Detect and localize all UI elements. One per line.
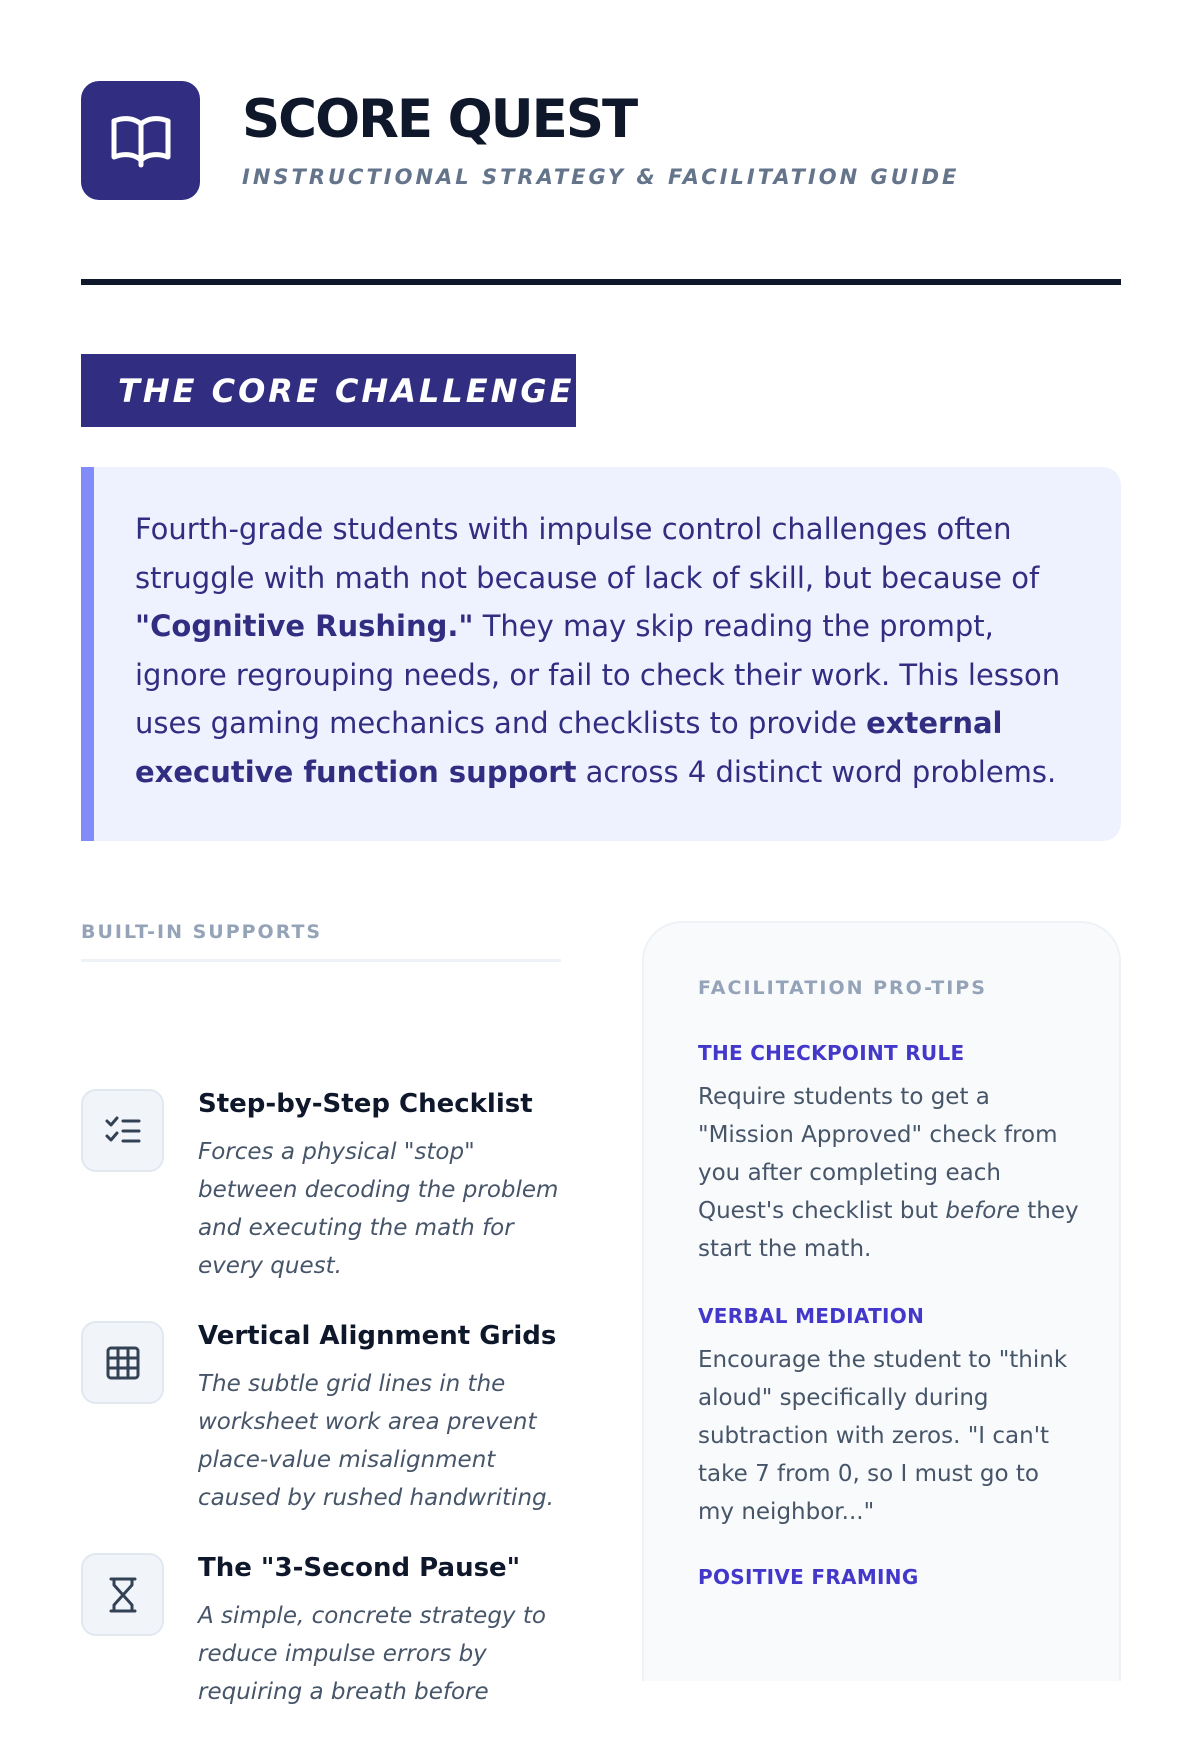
supports-section xyxy=(81,921,561,1705)
support-title: The "3-Second Pause" xyxy=(198,1553,521,1583)
support-item xyxy=(81,1089,561,1289)
support-title: Step-by-Step Checklist xyxy=(198,1089,533,1119)
supports-heading: BUILT-IN SUPPORTS xyxy=(81,921,561,962)
page-header xyxy=(81,81,1121,200)
tip-body: Encourage the student to "think aloud" specifically during subtraction with zeros. "I can't take 7 from 0, so I must go to my neighbor..." xyxy=(698,1347,1068,1525)
section-heading: THE CORE CHALLENGE xyxy=(81,354,576,427)
tip-item xyxy=(698,1565,1079,1589)
support-description: Forces a physical "stop" between decoding the problem and executing the math for every quest. xyxy=(198,1139,559,1279)
tip-title: POSITIVE FRAMING xyxy=(698,1565,919,1589)
support-item xyxy=(81,1321,561,1521)
tip-item xyxy=(698,1041,1079,1268)
support-title: Vertical Alignment Grids xyxy=(198,1321,557,1351)
support-item xyxy=(81,1553,561,1753)
pro-tips-panel xyxy=(642,921,1121,1681)
tip-body: Require students to get a "Mission Approved" check from you after completing each Quest's checklist but before they start the math. xyxy=(698,1084,1079,1262)
challenge-callout xyxy=(81,467,1121,841)
tip-item xyxy=(698,1304,1079,1531)
challenge-text: Fourth-grade students with impulse control challenges often struggle with math not because of lack of skill, but because of "Cognitive Rushing." They may skip reading the prompt, ignore regrouping needs, or fail to check their work. This lesson uses gaming mechanics and checklists to provide external executive function support across 4 distinct word problems. xyxy=(135,512,1061,789)
app-subtitle: INSTRUCTIONAL STRATEGY & FACILITATION GUIDE xyxy=(242,164,960,189)
tip-title: THE CHECKPOINT RULE xyxy=(698,1041,965,1065)
header-divider xyxy=(81,279,1121,285)
open-book-icon xyxy=(81,81,200,200)
app-title: SCORE QUEST xyxy=(242,88,637,150)
support-description: A simple, concrete strategy to reduce impulse errors by requiring a breath before xyxy=(198,1603,546,1705)
tip-title: VERBAL MEDIATION xyxy=(698,1304,925,1328)
pro-tips-heading: FACILITATION PRO-TIPS xyxy=(698,977,987,999)
checklist-icon xyxy=(81,1089,164,1172)
support-description: The subtle grid lines in the worksheet work area prevent place-value misalignment caused by rushed handwriting. xyxy=(198,1371,554,1511)
hourglass-icon xyxy=(81,1553,164,1636)
grid-icon xyxy=(81,1321,164,1404)
